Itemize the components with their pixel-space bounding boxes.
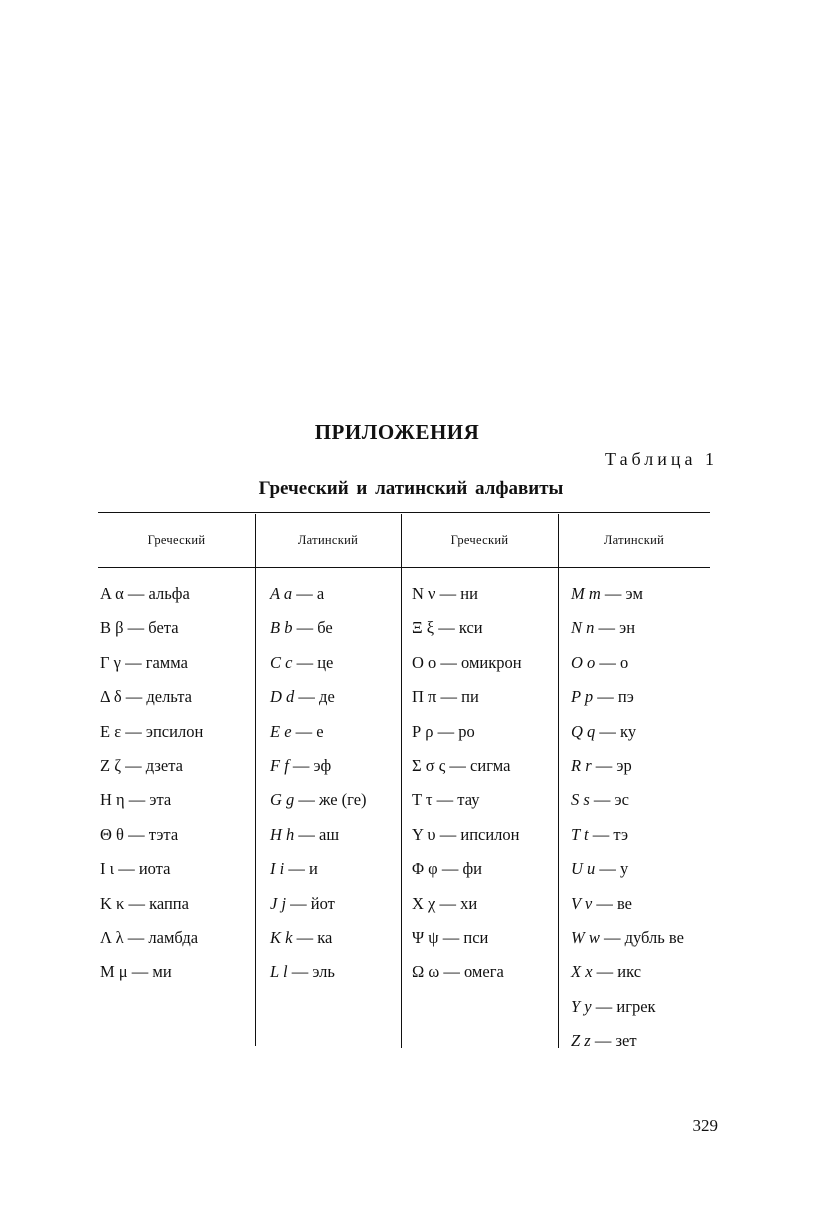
letter-symbols: Q q (571, 721, 596, 741)
letter-symbols: Β β (100, 618, 124, 638)
letter-symbols: Κ κ (100, 893, 125, 913)
letter-symbols: Ε ε (100, 721, 122, 741)
letter-name: — у (599, 859, 629, 879)
latin-column-2 (571, 580, 684, 1061)
letter-entry (270, 890, 367, 924)
letter-name: — омикрон (440, 652, 522, 672)
letter-entry (412, 786, 522, 820)
letter-entry (270, 821, 367, 855)
letter-symbols: Ο ο (412, 652, 437, 672)
page-number: 329 (692, 1116, 718, 1135)
letter-symbols: V v (571, 893, 593, 913)
letter-symbols: A a (270, 584, 293, 603)
letter-entry (412, 683, 522, 717)
letter-symbols: Ρ ρ (412, 721, 434, 741)
letter-symbols: Σ σ ς (412, 755, 446, 775)
letter-entry (412, 614, 522, 648)
letter-name: — иота (118, 859, 171, 879)
letter-name: — пси (442, 927, 489, 947)
letter-symbols: R r (571, 755, 592, 775)
letter-symbols: Ψ ψ (412, 927, 439, 947)
letter-name: — каппа (128, 893, 189, 913)
letter-name: — сигма (449, 755, 511, 775)
letter-name: — а (296, 584, 325, 603)
letter-symbols: Τ τ (412, 790, 433, 810)
letter-entry (270, 614, 367, 648)
letter-symbols: Π π (412, 687, 437, 707)
letter-symbols: Η η (100, 790, 125, 810)
letter-entry (270, 718, 367, 752)
letter-name: — гамма (125, 652, 188, 672)
letter-symbols: X x (571, 962, 593, 982)
letter-name: — икс (596, 962, 642, 982)
letter-symbols: J j (270, 893, 287, 913)
letter-entry (571, 649, 684, 683)
letter-name: — эта (128, 790, 172, 810)
table-header-rule (98, 567, 710, 568)
letter-entry (270, 580, 367, 614)
letter-entry (100, 649, 203, 683)
letter-name: — хи (439, 893, 478, 913)
letter-symbols: Δ δ (100, 687, 122, 707)
letter-name: — ро (437, 721, 475, 741)
letter-symbols: B b (270, 618, 293, 638)
letter-entry (412, 924, 522, 958)
letter-symbols: Θ θ (100, 824, 124, 844)
letter-entry (100, 786, 203, 820)
letter-symbols: Χ χ (412, 893, 436, 913)
letter-symbols: Μ μ (100, 962, 128, 982)
letter-entry (100, 924, 203, 958)
letter-entry (571, 718, 684, 752)
letter-symbols: T t (571, 824, 589, 844)
letter-name: — ипсилон (439, 824, 520, 844)
letter-entry (412, 718, 522, 752)
greek-column-2 (412, 580, 522, 993)
letter-entry (100, 958, 203, 992)
letter-entry (412, 890, 522, 924)
letter-entry (571, 580, 684, 614)
letter-symbols: L l (270, 962, 288, 982)
letter-entry (571, 752, 684, 786)
letter-name: — игрек (595, 996, 656, 1016)
letter-entry (270, 924, 367, 958)
letter-entry (412, 821, 522, 855)
letter-symbols: Ω ω (412, 962, 440, 982)
letter-symbols: N n (571, 618, 595, 638)
column-header-latin: Латинский (297, 533, 359, 547)
letter-symbols: C c (270, 652, 293, 672)
letter-name: — эн (598, 618, 636, 638)
letter-symbols: F f (270, 755, 289, 775)
letter-symbols: Υ υ (412, 824, 436, 844)
letter-entry (270, 649, 367, 683)
letter-name: — тэта (128, 824, 179, 844)
section-title: ПРИЛОЖЕНИЯ (314, 420, 480, 444)
column-divider (255, 514, 256, 1046)
letter-name: — бета (127, 618, 179, 638)
letter-name: — аш (298, 824, 340, 844)
letter-name: — эф (292, 755, 332, 775)
greek-column-1 (100, 580, 203, 993)
column-header-greek: Греческий (450, 533, 509, 547)
letter-symbols: I i (270, 859, 285, 879)
letter-entry (100, 580, 203, 614)
letter-symbols: Z z (571, 1031, 591, 1051)
table-top-rule (98, 512, 710, 513)
letter-entry (270, 958, 367, 992)
letter-symbols: U u (571, 859, 596, 879)
letter-entry (100, 890, 203, 924)
letter-entry (100, 614, 203, 648)
latin-column-1 (270, 580, 367, 993)
letter-name: — де (298, 687, 335, 707)
letter-name: — це (296, 652, 334, 672)
column-divider (401, 514, 402, 1048)
letter-entry (412, 649, 522, 683)
letter-name: — эс (593, 790, 629, 810)
letter-symbols: Y y (571, 996, 592, 1016)
letter-symbols: K k (270, 927, 293, 947)
letter-entry (100, 855, 203, 889)
letter-name: — ка (296, 927, 333, 947)
letter-entry (571, 821, 684, 855)
letter-symbols: Ξ ξ (412, 618, 435, 638)
letter-symbols: P p (571, 687, 594, 707)
letter-entry (412, 580, 522, 614)
letter-symbols: E e (270, 721, 292, 741)
letter-name: — бе (296, 618, 333, 638)
letter-name: — эль (291, 962, 335, 982)
letter-name: — ве (596, 893, 633, 913)
letter-entry (270, 855, 367, 889)
letter-entry (412, 752, 522, 786)
column-header-latin: Латинский (603, 533, 665, 547)
letter-symbols: M m (571, 584, 601, 603)
letter-entry (571, 958, 684, 992)
letter-entry (270, 786, 367, 820)
letter-symbols: Α α (100, 584, 124, 603)
letter-symbols: H h (270, 824, 295, 844)
letter-name: — ми (131, 962, 172, 982)
letter-name: — е (295, 721, 324, 741)
letter-entry (571, 855, 684, 889)
letter-entry (412, 855, 522, 889)
letter-name: — фи (441, 859, 482, 879)
letter-symbols: Λ λ (100, 927, 124, 947)
letter-entry (571, 993, 684, 1027)
letter-name: — эм (604, 584, 643, 603)
letter-name: — дельта (125, 687, 192, 707)
column-header-greek: Греческий (147, 533, 206, 547)
letter-name: — кси (438, 618, 483, 638)
letter-symbols: Ι ι (100, 859, 115, 879)
letter-name: — йот (290, 893, 335, 913)
letter-name: — дубль ве (604, 927, 684, 947)
letter-symbols: Ν ν (412, 584, 436, 603)
letter-entry (571, 1027, 684, 1061)
letter-symbols: D d (270, 687, 295, 707)
letter-entry (100, 752, 203, 786)
letter-entry (100, 683, 203, 717)
letter-name: — омега (443, 962, 504, 982)
letter-name: — тэ (592, 824, 629, 844)
letter-entry (270, 683, 367, 717)
letter-name: — ламбда (127, 927, 199, 947)
letter-symbols: S s (571, 790, 590, 810)
letter-name: — альфа (127, 584, 190, 603)
letter-symbols: W w (571, 927, 600, 947)
letter-name: — дзета (125, 755, 183, 775)
letter-name: — же (ге) (298, 790, 367, 810)
letter-entry (270, 752, 367, 786)
letter-name: — ку (599, 721, 637, 741)
letter-entry (571, 786, 684, 820)
letter-symbols: Γ γ (100, 652, 121, 672)
column-divider (558, 514, 559, 1048)
letter-entry (100, 718, 203, 752)
letter-name: — тау (436, 790, 480, 810)
letter-entry (100, 821, 203, 855)
table-title: Греческий и латинский алфавиты (258, 478, 564, 499)
letter-name: — пэ (597, 687, 634, 707)
letter-symbols: Ζ ζ (100, 755, 122, 775)
letter-entry (571, 683, 684, 717)
letter-name: — пи (440, 687, 479, 707)
letter-name: — о (599, 652, 629, 672)
letter-name: — зет (594, 1031, 637, 1051)
letter-entry (412, 958, 522, 992)
letter-entry (571, 614, 684, 648)
letter-entry (571, 890, 684, 924)
letter-name: — эпсилон (125, 721, 204, 741)
table-label: Таблица 1 (605, 449, 718, 469)
letter-symbols: G g (270, 790, 295, 810)
letter-name: — эр (595, 755, 632, 775)
letter-name: — ни (439, 584, 478, 603)
letter-symbols: Φ φ (412, 859, 438, 879)
letter-symbols: O o (571, 652, 596, 672)
letter-entry (571, 924, 684, 958)
letter-name: — и (288, 859, 318, 879)
